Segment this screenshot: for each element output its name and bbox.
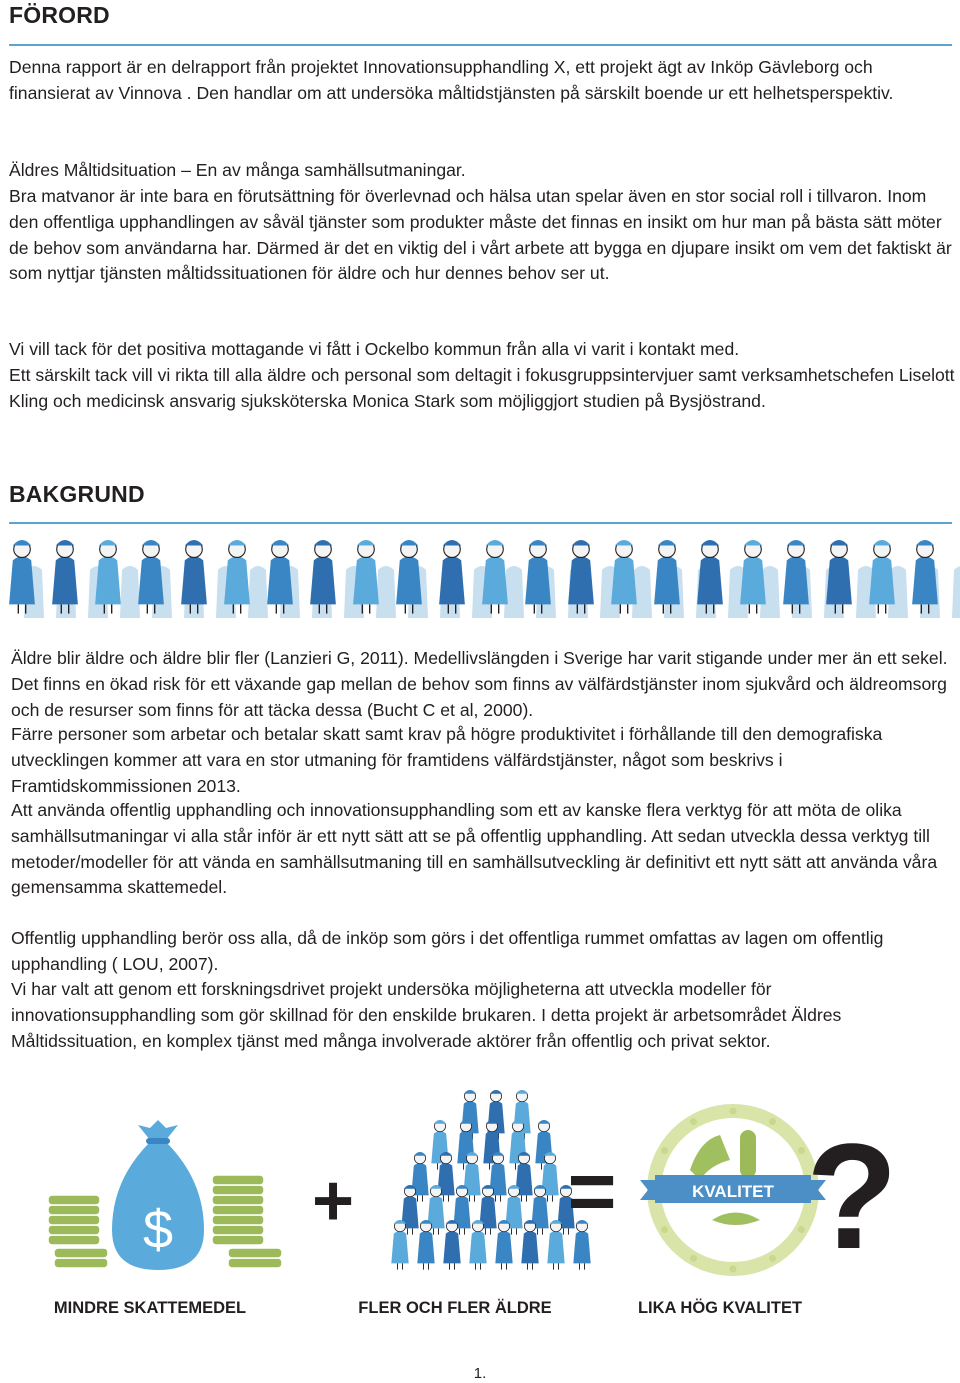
- elderly-figure-icon: [912, 540, 938, 614]
- elderly-figure-icon: [869, 540, 895, 614]
- background-figure: [248, 566, 268, 618]
- section-heading-bakgrund: BAKGRUND: [9, 481, 145, 507]
- quality-badge-text: KVALITET: [692, 1182, 774, 1201]
- elderly-figure-icon: [9, 540, 35, 614]
- background-figure: [120, 566, 140, 618]
- forord-paragraph-2: Bra matvanor är inte bara en förutsättning för överlevnad och hälsa utan spelar även en stor social roll i tillvaron. Inom den offentliga upphandlingen av såväl tjänster som produkter måste det finnas en insikt om hur man på bästa sätt möter de behov som användarna har. Därmed är det en viktig del i vårt arbete att bygga en djupare insikt om vem det faktiskt är som nyttjar tjänsten måltidssituationen för äldre och hur dennes behov ser ut.: [9, 186, 952, 284]
- elderly-figure-icon: [740, 540, 766, 614]
- elderly-figure-icon: [654, 540, 680, 614]
- elderly-figure-icon: [525, 540, 551, 614]
- badge-star: [690, 1255, 697, 1262]
- elderly-figure-icon: [267, 540, 293, 614]
- label-fler-och-fler-aldre: FLER OCH FLER ÄLDRE: [358, 1299, 552, 1317]
- elderly-figure-icon: [353, 540, 379, 614]
- elderly-figure-icon: [396, 540, 422, 614]
- elderly-figure-icon: [310, 540, 336, 614]
- elderly-crowd-pile-icon: [391, 1090, 590, 1270]
- badge-star: [730, 1108, 737, 1115]
- badge-star: [690, 1118, 697, 1125]
- elderly-figure-icon: [95, 540, 121, 614]
- section-heading-forord: FÖRORD: [9, 2, 110, 28]
- section-divider: [9, 44, 952, 46]
- page-number: 1.: [473, 1365, 487, 1382]
- dollar-sign: $: [142, 1200, 174, 1260]
- elderly-figure-icon: [568, 540, 594, 614]
- forord-paragraph-3-lead: Vi vill tack för det positiva mottagande vi fått i Ockelbo kommun från alla vi varit i kontakt med.: [9, 339, 740, 359]
- label-lika-hog-kvalitet: LIKA HÖG KVALITET: [637, 1299, 803, 1317]
- bakgrund-paragraph-1: Äldre blir äldre och äldre blir fler (Lanzieri G, 2011). Medellivslängden i Sverige har varit stigande under mer än ett sekel. Det finns en ökad risk för ett växande gap mellan de behov som finns av välfärdstjänster inom sjukvård och äldreomsorg och de resurser som finns för att täcka dessa (Bucht C et al, 2000).: [11, 648, 948, 720]
- background-figure: [952, 566, 960, 618]
- background-figure: [504, 566, 524, 618]
- elderly-figure-icon: [52, 540, 78, 614]
- elderly-figure-icon: [826, 540, 852, 614]
- equation-illustration: [0, 1080, 960, 1290]
- elderly-figure-icon: [482, 540, 508, 614]
- elderly-figure-icon: [697, 540, 723, 614]
- badge-star: [798, 1226, 805, 1233]
- badge-star: [661, 1147, 668, 1154]
- bakgrund-paragraph-5: Vi har valt att genom ett forskningsdrivet projekt undersöka möjligheterna att utveckla modeller för innovationsupphandling som gör skillnad för den enskilde brukaren. I detta projekt är arbetsområdet Äldres Måltidssituation, en komplex tjänst med många involverade aktörer från offentlig och privat sektor.: [11, 979, 842, 1051]
- plus-sign: +: [311, 1161, 355, 1241]
- forord-paragraph-1: Denna rapport är en delrapport från projektet Innovationsupphandling X, ett projekt ägt av Inköp Gävleborg och finansierat av Vinnova . Den handlar om att undersöka måltidstjänsten på särskilt boende ur ett helhetsperspektiv.: [9, 57, 894, 103]
- bakgrund-paragraph-3: Att använda offentlig upphandling och innovationsupphandling som ett av kanske flera verktyg för att möta de olika samhällsutmaningar vi alla står inför är ett nytt sätt att se på offentlig upphandling. Att sedan utveckla dessa verktyg till metoder/modeller för att vända en samhällsutmaning till en samhällsutveckling är definitivt ett nytt sätt att använda våra gemensamma skattemedel.: [11, 800, 938, 898]
- badge-star: [769, 1118, 776, 1125]
- label-mindre-skattemedel: MINDRE SKATTEMEDEL: [53, 1299, 247, 1317]
- section-divider: [9, 522, 952, 524]
- elderly-figure-icon: [181, 540, 207, 614]
- forord-paragraph-2-lead: Äldres Måltidsituation – En av många samhällsutmaningar.: [9, 160, 466, 180]
- bakgrund-paragraph-4: Offentlig upphandling berör oss alla, då de inköp som görs i det offentliga rummet omfattas av lagen om offentlig upphandling ( LOU, 2007).: [11, 928, 884, 974]
- elderly-figure-icon: [439, 540, 465, 614]
- badge-star: [661, 1226, 668, 1233]
- elderly-figure-icon: [783, 540, 809, 614]
- bakgrund-paragraph-2: Färre personer som arbetar och betalar skatt samt krav på högre produktivitet i förhållande till den demografiska utvecklingen kommer att vara en stor utmaning för framtidens välfärdstjänster, något som beskrivs i Framtidskommissionen 2013.: [11, 724, 883, 796]
- elderly-figure-icon: [611, 540, 637, 614]
- background-figure: [376, 566, 396, 618]
- elderly-figure-icon: [224, 540, 250, 614]
- question-mark: ?: [806, 1112, 898, 1280]
- elderly-figure-icon: [138, 540, 164, 614]
- forord-paragraph-3: Ett särskilt tack vill vi rikta till alla äldre och personal som deltagit i fokusgruppsintervjuer samt verksamhetschefen Liselott Kling och medicinsk ansvarig sjuksköterska Monica Stark som möjliggjort studien på Bysjöstrand.: [9, 365, 955, 411]
- elderly-crowd-illustration: [0, 540, 960, 620]
- equals-sign: =: [567, 1144, 617, 1238]
- badge-star: [769, 1255, 776, 1262]
- badge-star: [798, 1147, 805, 1154]
- badge-star: [730, 1266, 737, 1273]
